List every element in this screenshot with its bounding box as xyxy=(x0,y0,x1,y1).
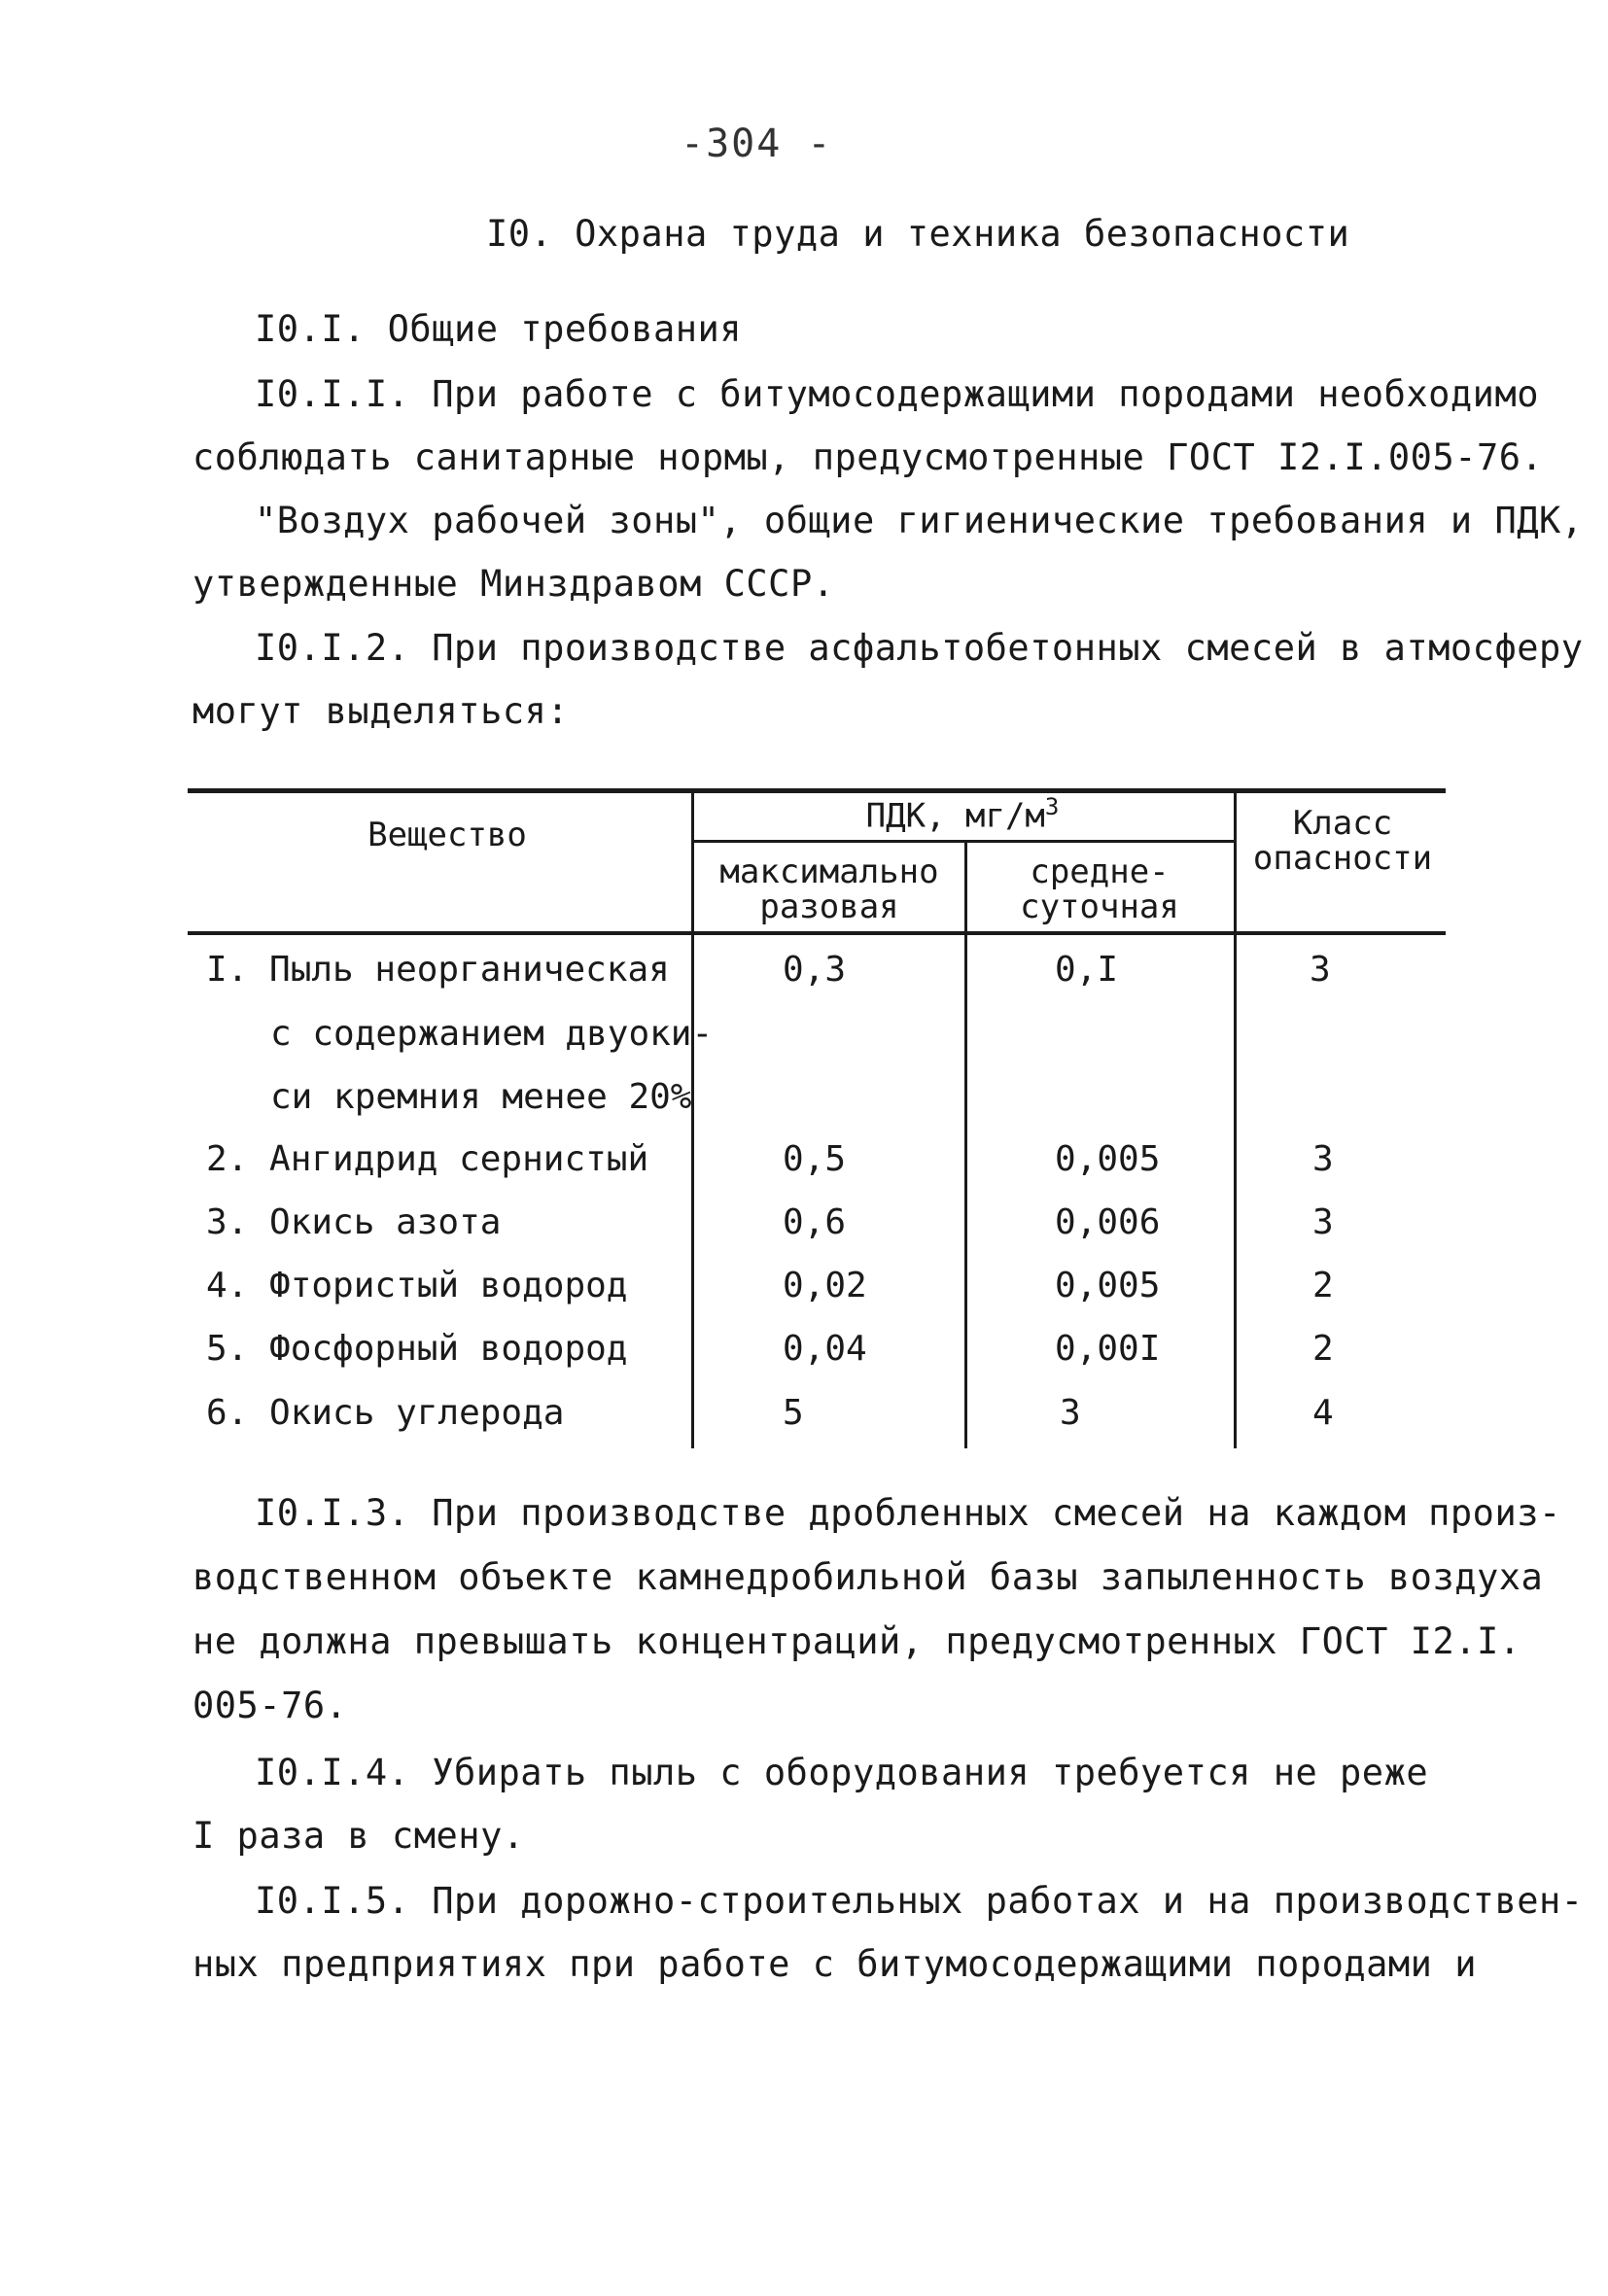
table-cell-substance: 2. Ангидрид сернистый xyxy=(206,1139,649,1179)
table-cell-class: 3 xyxy=(1312,1202,1334,1242)
paragraph-line: I раза в смену. xyxy=(192,1815,525,1857)
table-col-divider xyxy=(1234,790,1237,1448)
table-cell-avg: 0,005 xyxy=(1055,1266,1161,1305)
table-cell-substance: 3. Окись азота xyxy=(206,1202,502,1242)
header-pdk-sup: 3 xyxy=(1044,793,1060,820)
table-cell-class: 4 xyxy=(1312,1393,1334,1433)
table-col-divider xyxy=(964,842,967,1448)
paragraph-line: могут выделяться: xyxy=(192,690,570,732)
paragraph-line: "Воздух рабочей зоны", общие гигиенические требования и ПДК, xyxy=(255,500,1584,541)
table-cell-avg: 0,005 xyxy=(1055,1139,1161,1179)
paragraph-line: ных предприятиях при работе с битумосодержащими породами и xyxy=(192,1943,1478,1985)
header-substance: Вещество xyxy=(367,816,527,854)
header-avg-line: средне- xyxy=(1030,852,1170,891)
subsection-title: I0.I. Общие требования xyxy=(255,308,743,350)
page-number: -304 - xyxy=(681,122,833,166)
header-class-line: опасности xyxy=(1252,838,1433,878)
table-cell-max: 0,04 xyxy=(783,1329,867,1369)
table-cell-avg: 3 xyxy=(1060,1393,1081,1433)
header-max xyxy=(696,852,962,926)
paragraph-line: соблюдать санитарные нормы, предусмотренные ГОСТ I2.I.005-76. xyxy=(192,436,1544,478)
table-cell-substance: с содержанием двуоки- xyxy=(270,1014,714,1054)
paragraph-line: водственном объекте камнедробильной базы запыленность воздуха xyxy=(192,1556,1544,1598)
table-cell-class: 2 xyxy=(1312,1329,1334,1369)
table-cell-max: 0,3 xyxy=(783,950,847,990)
header-class-line: Класс xyxy=(1292,804,1393,843)
table-top-rule xyxy=(188,788,1446,793)
table-cell-substance: 4. Фтористый водород xyxy=(206,1266,628,1305)
paragraph-line: 005-76. xyxy=(192,1685,348,1726)
table-header-rule xyxy=(188,931,1446,935)
table-cell-substance: 5. Фосфорный водород xyxy=(206,1329,628,1369)
paragraph-line: не должна превышать концентраций, предусмотренных ГОСТ I2.I. xyxy=(192,1620,1521,1662)
table-cell-substance: I. Пыль неорганическая xyxy=(206,950,670,990)
table-cell-substance: 6. Окись углерода xyxy=(206,1393,565,1433)
table-col-divider xyxy=(691,790,694,1448)
paragraph-line: I0.I.2. При производстве асфальтобетонных смесей в атмосферу xyxy=(255,627,1584,669)
table-cell-class: 3 xyxy=(1310,950,1331,990)
header-avg xyxy=(968,852,1231,926)
table-cell-substance: си кремния менее 20% xyxy=(270,1077,692,1117)
paragraph-line: I0.I.3. При производстве дробленных смесей на каждом произ- xyxy=(255,1492,1561,1534)
header-pdk-label: ПДК, мг/м xyxy=(865,796,1045,836)
section-title: I0. Охрана труда и техника безопасности xyxy=(486,213,1350,255)
header-max-line: максимально xyxy=(719,852,939,891)
table-cell-max: 0,5 xyxy=(783,1139,847,1179)
table-cell-max: 0,02 xyxy=(783,1266,867,1305)
table-cell-avg: 0,00I xyxy=(1055,1329,1161,1369)
table-cell-avg: 0,I xyxy=(1055,950,1119,990)
paragraph-line: I0.I.4. Убирать пыль с оборудования требуется не реже xyxy=(255,1752,1429,1793)
table-cell-max: 5 xyxy=(783,1393,804,1433)
paragraph-line: утвержденные Минздравом СССР. xyxy=(192,563,835,605)
table-cell-class: 2 xyxy=(1312,1266,1334,1305)
header-class xyxy=(1241,804,1445,878)
paragraph-line: I0.I.I. При работе с битумосодержащими породами необходимо xyxy=(255,373,1540,415)
table-cell-class: 3 xyxy=(1312,1139,1334,1179)
table-cell-avg: 0,006 xyxy=(1055,1202,1161,1242)
table-cell-max: 0,6 xyxy=(783,1202,847,1242)
paragraph-line: I0.I.5. При дорожно-строительных работах и на производствен- xyxy=(255,1880,1584,1922)
header-avg-line: суточная xyxy=(1020,887,1179,926)
header-pdk xyxy=(739,795,1186,834)
header-max-line: разовая xyxy=(759,887,899,926)
